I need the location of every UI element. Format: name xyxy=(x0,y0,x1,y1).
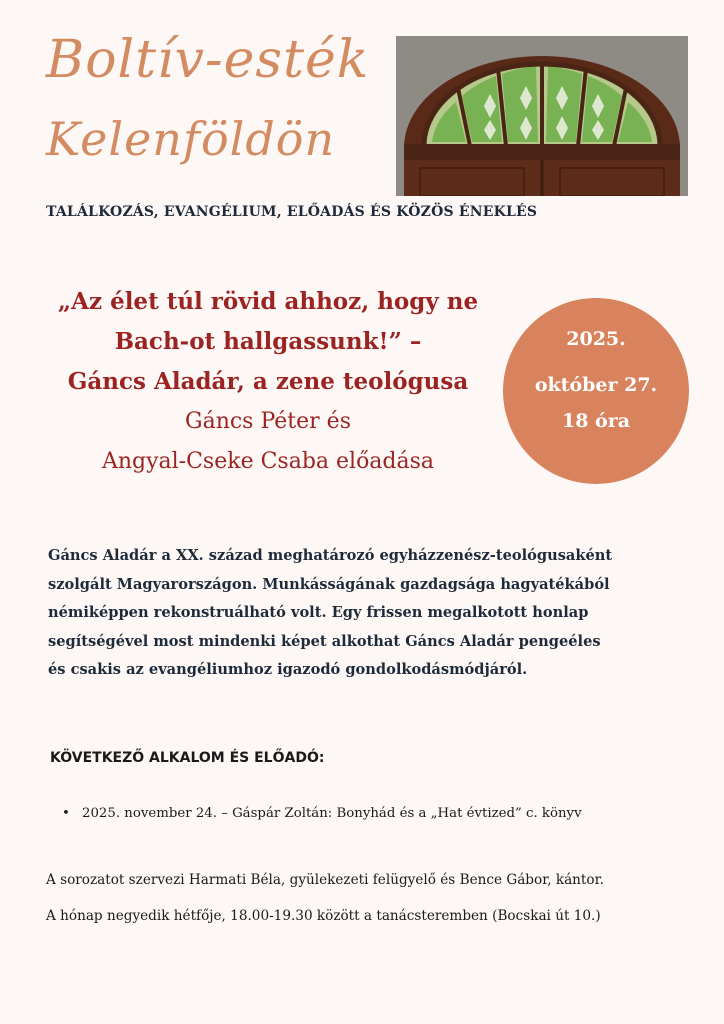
organizers-text: A sorozatot szervezi Harmati Béla, gyülekezeti felügyelő és Bence Gábor, kántor. xyxy=(46,872,604,888)
arched-window-photo xyxy=(396,36,688,196)
description-line: segítségével most mindenki képet alkothat Gáncs Aladár pengeéles xyxy=(48,632,601,650)
next-event-heading: KÖVETKEZŐ ALKALOM ÉS ELŐADÓ: xyxy=(50,750,325,766)
title-line-1: Boltív-esték xyxy=(46,30,370,90)
subtitle: TALÁLKOZÁS, EVANGÉLIUM, ELŐADÁS ÉS KÖZÖS ÉNEKLÉS xyxy=(46,204,538,220)
headline-line-1: „Az élet túl rövid ahhoz, hogy ne xyxy=(57,288,479,315)
title-line-2: Kelenföldön xyxy=(46,112,336,166)
description-line: szolgált Magyarországon. Munkásságának gazdagsága hagyatékából xyxy=(48,575,610,593)
speakers-line-2: Angyal-Cseke Csaba előadása xyxy=(101,449,435,474)
schedule-text: A hónap negyedik hétfője, 18.00-19.30 között a tanácsteremben (Bocskai út 10.) xyxy=(46,908,601,924)
description-line: Gáncs Aladár a XX. század meghatározó egyházzenész-teológusaként xyxy=(48,547,613,564)
date-circle xyxy=(503,298,689,484)
speakers-line-1: Gáncs Péter és xyxy=(185,409,351,434)
date-time: 18 óra xyxy=(561,410,631,432)
date-day: október 27. xyxy=(534,374,658,396)
description-line: némiképpen rekonstruálható volt. Egy frissen megalkotott honlap xyxy=(48,604,589,622)
bullet-icon: • xyxy=(62,806,70,821)
headline-line-2: Bach-ot hallgassunk!” – xyxy=(114,328,422,355)
next-event-item xyxy=(62,806,582,821)
headline-block xyxy=(22,282,514,482)
next-event-text: 2025. november 24. – Gáspár Zoltán: Bonyhád és a „Hat évtized” c. könyv xyxy=(82,806,582,821)
description-line: és csakis az evangéliumhoz igazodó gondolkodásmódjáról. xyxy=(48,661,528,679)
headline-line-3: Gáncs Aladár, a zene teológusa xyxy=(67,368,469,395)
description-paragraph xyxy=(48,542,688,685)
date-year: 2025. xyxy=(566,328,626,350)
